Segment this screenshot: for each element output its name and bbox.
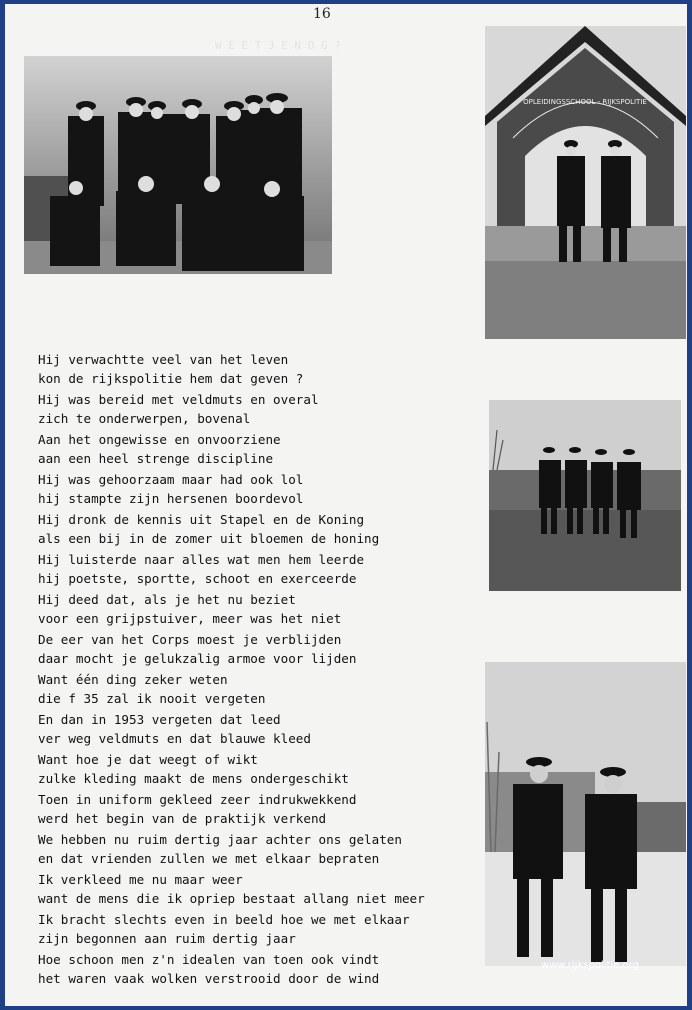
poem-line: het waren vaak wolken verstrooid door de wind [38, 970, 380, 986]
show-through-text: W E E T J E N O G ? [215, 39, 341, 52]
stanza [38, 431, 483, 468]
stanza [38, 791, 483, 828]
poem-line: ver weg veldmuts en dat blauwe kleed [38, 730, 311, 746]
poem-line: Aan het ongewisse en onvoorziene [38, 432, 281, 447]
stanza [38, 951, 483, 988]
poem-line: De eer van het Corps moest je verblijden [38, 632, 342, 647]
poem-line: voor een grijpstuiver, meer was het niet [38, 610, 342, 626]
stanza [38, 631, 483, 668]
stanza [38, 391, 483, 428]
pair-photo [485, 662, 686, 966]
poem-line: aan een heel strenge discipline [38, 450, 274, 466]
poem-line: We hebben nu ruim dertig jaar achter ons gelaten [38, 832, 402, 847]
stanza [38, 711, 483, 748]
poem-line: Ik bracht slechts even in beeld hoe we met elkaar [38, 912, 410, 927]
poem-line: want de mens die ik opriep bestaat allang niet meer [38, 890, 425, 906]
stanza [38, 591, 483, 628]
poem-line: kon de rijkspolitie hem dat geven ? [38, 370, 304, 386]
stanza [38, 551, 483, 588]
watermark[interactable]: www.rijkspolitie.org [541, 960, 639, 971]
document-page [5, 4, 687, 1006]
page-number: 16 [313, 6, 331, 22]
gate-photo [485, 26, 686, 339]
field-photo [489, 400, 681, 591]
poem-line: Hij dronk de kennis uit Stapel en de Koning [38, 512, 365, 527]
poem-line: Hoe schoon men z'n idealen van toen ook vindt [38, 952, 380, 967]
poem-line: hij poetste, sportte, schoot en exerceerde [38, 570, 357, 586]
group-photo [24, 56, 332, 274]
stanza [38, 671, 483, 708]
stanza [38, 351, 483, 388]
poem-line: die f 35 zal ik nooit vergeten [38, 690, 266, 706]
poem-line: Hij luisterde naar alles wat men hem leerde [38, 552, 365, 567]
stanza [38, 751, 483, 788]
poem-line: als een bij in de zomer uit bloemen de honing [38, 530, 380, 546]
poem-line: Toen in uniform gekleed zeer indrukwekkend [38, 792, 357, 807]
poem-line: zulke kleding maakt de mens ondergeschikt [38, 770, 349, 786]
poem-line: Hij was bereid met veldmuts en overal [38, 392, 319, 407]
poem-line: En dan in 1953 vergeten dat leed [38, 712, 281, 727]
poem-line: Ik verkleed me nu maar weer [38, 872, 243, 887]
poem-line: Hij deed dat, als je het nu beziet [38, 592, 296, 607]
stanza [38, 911, 483, 948]
poem-line: Hij verwachtte veel van het leven [38, 352, 289, 367]
poem-line: zijn begonnen aan ruim dertig jaar [38, 930, 296, 946]
poem-line: daar mocht je gelukzalig armoe voor lijden [38, 650, 357, 666]
stanza [38, 471, 483, 508]
gate-sign: OPLEIDINGSSCHOOL - RIJKSPOLITIE [523, 98, 647, 106]
stanza [38, 831, 483, 868]
stanza [38, 511, 483, 548]
poem [38, 351, 483, 991]
poem-line: Hij was gehoorzaam maar had ook lol [38, 472, 304, 487]
poem-line: werd het begin van de praktijk verkend [38, 810, 327, 826]
poem-line: zich te onderwerpen, bovenal [38, 410, 251, 426]
poem-line: Want hoe je dat weegt of wikt [38, 752, 258, 767]
poem-line: en dat vrienden zullen we met elkaar bepraten [38, 850, 380, 866]
poem-line: hij stampte zijn hersenen boordevol [38, 490, 304, 506]
poem-line: Want één ding zeker weten [38, 672, 228, 687]
stanza [38, 871, 483, 908]
